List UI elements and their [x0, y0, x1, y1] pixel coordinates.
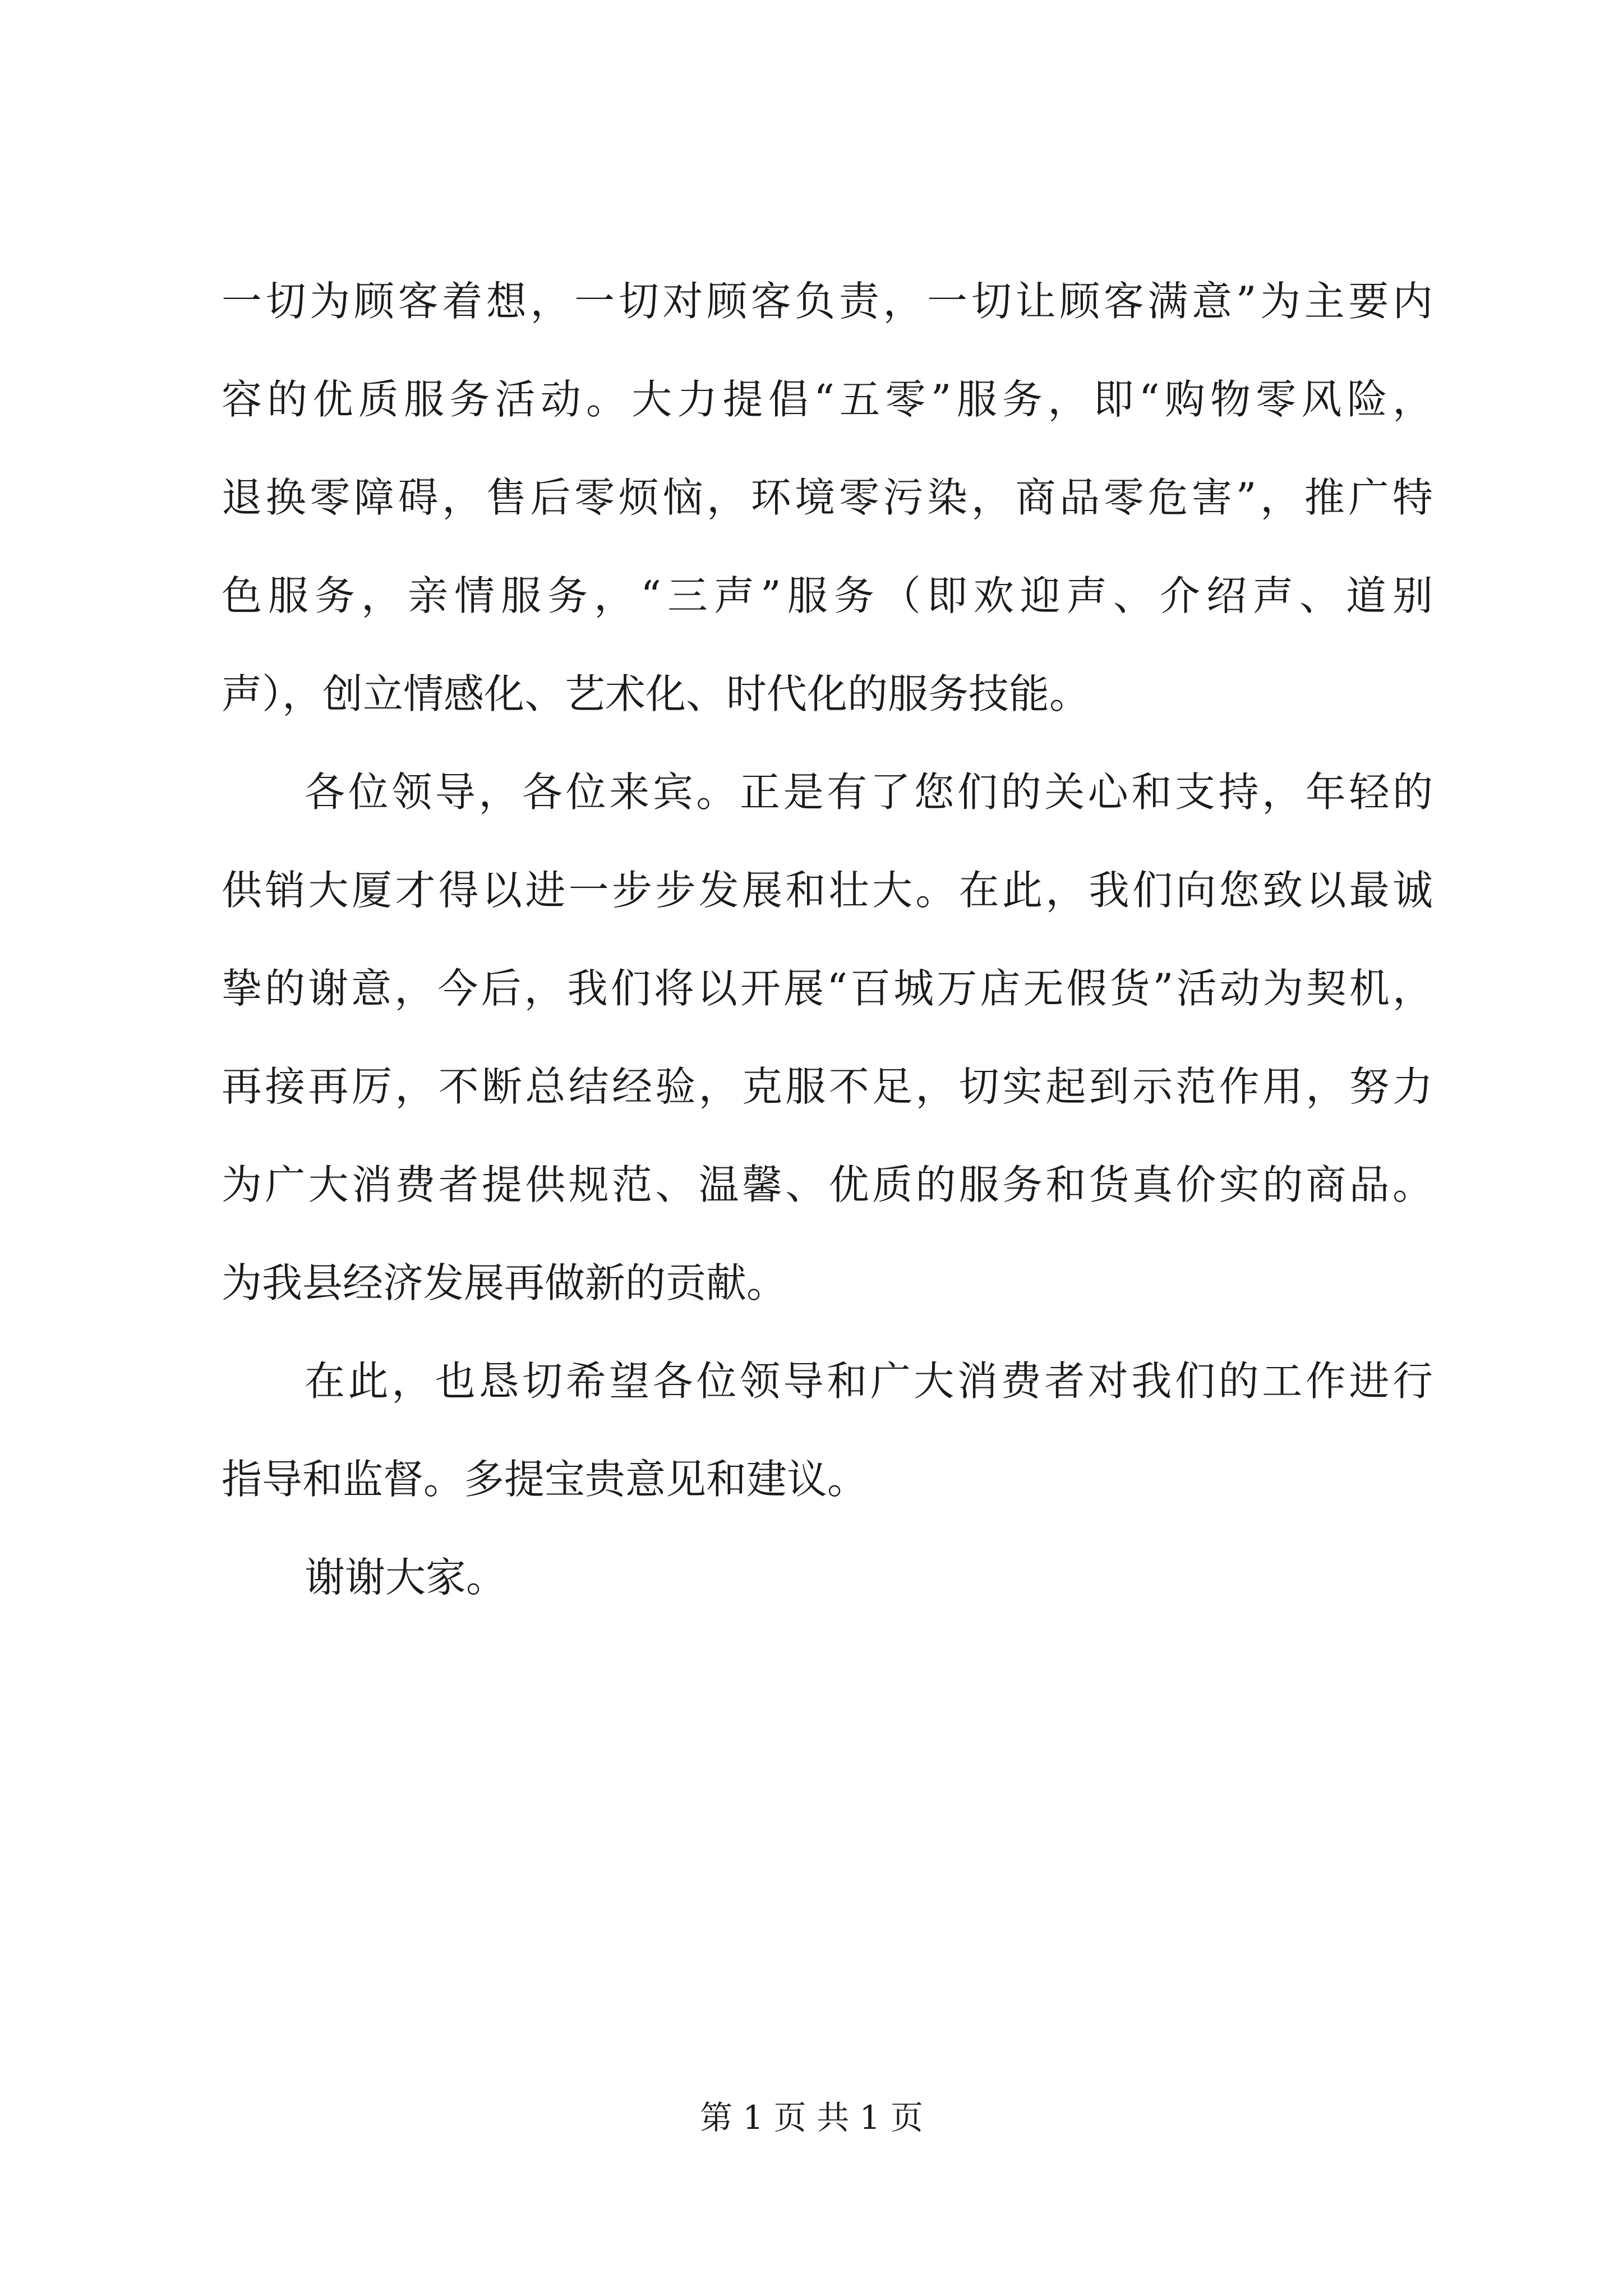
paragraph-2-line-1: 各位领导，各位来宾。正是有了您们的关心和支持，年轻的 — [305, 769, 1433, 816]
document-body — [222, 252, 1433, 1627]
paragraph-3-line-1: 在此，也恳切希望各位领导和广大消费者对我们的工作进行 — [305, 1358, 1433, 1405]
paragraph-2-line-2: 供销大厦才得以进一步步发展和壮大。在此，我们向您致以最诚 — [222, 867, 1433, 914]
paragraph-1-line-3: 退换零障碍，售后零烦恼，环境零污染，商品零危害”，推广特 — [222, 474, 1433, 521]
paragraph-1-line-4: 色服务，亲情服务，“三声”服务（即欢迎声、介绍声、道别 — [222, 572, 1433, 619]
page-number-footer: 第 1 页 共 1 页 — [700, 2099, 923, 2137]
paragraph-4-line-1: 谢谢大家。 — [305, 1554, 507, 1601]
paragraph-2-line-6: 为我县经济发展再做新的贡献。 — [222, 1259, 787, 1306]
paragraph-1-line-1: 一切为顾客着想，一切对顾客负责，一切让顾客满意”为主要内 — [222, 278, 1433, 325]
paragraph-1-line-5: 声），创立情感化、艺术化、时代化的服务技能。 — [222, 670, 1090, 717]
paragraph-1-line-2: 容的优质服务活动。大力提倡“五零”服务，即“购物零风险， — [222, 376, 1433, 423]
paragraph-2-line-5: 为广大消费者提供规范、温馨、优质的服务和货真价实的商品。 — [222, 1161, 1433, 1208]
paragraph-2-line-3: 挚的谢意，今后，我们将以开展“百城万店无假货”活动为契机， — [222, 965, 1433, 1012]
paragraph-3-line-2: 指导和监督。多提宝贵意见和建议。 — [222, 1456, 868, 1503]
paragraph-2-line-4: 再接再厉，不断总结经验，克服不足，切实起到示范作用，努力 — [222, 1063, 1433, 1110]
